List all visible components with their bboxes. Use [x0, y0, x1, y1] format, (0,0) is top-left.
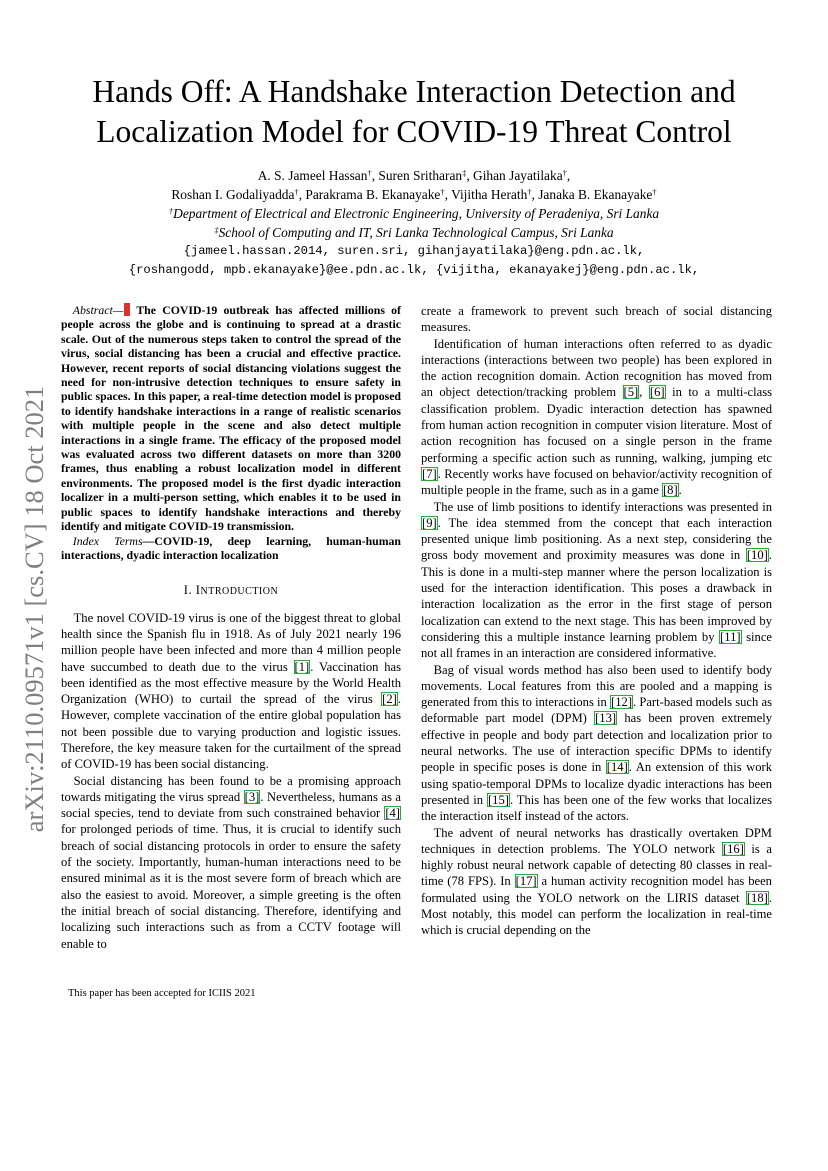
email-line-1: {jameel.hassan.2014, suren.sri, gihanjayatilaka}@eng.pdn.ac.lk, — [183, 244, 645, 258]
paragraph: Identification of human interactions often referred to as dyadic interactions (interactions between two people) has been explored in the action recognition domain. Action recognition has moved from an object detection/tracking problem [5], [6] in to a multi-class classification problem. Dyadic interaction detection has spawned from human action recognition in computer vision literature. Most of action recognition has focused on a single person in the frame performing a specific action such as running, walking, jumping etc [7]. Recently works have focused on behavior/activity recognition of multiple people in the frame, such as in a game [8]. — [421, 336, 773, 498]
left-column — [61, 303, 401, 952]
paper-title — [40, 72, 788, 152]
title-line-2: Localization Model for COVID-19 Threat Control — [96, 114, 732, 149]
paragraph: The novel COVID-19 virus is one of the biggest threat to global health since the Spanish flu in 1918. As of July 2021 nearly 196 million people have been infected and more than 4 million people have succumbed to death due to the virus [1]. Vaccination has been identified as the most effective measure by the World Health Organization (WHO) to curtail the spread of the virus [2]. However, complete vaccination of the entire global population has not been possible due to varying production and logistic issues. Therefore, the key measure taken for the curtailment of the spread of COVID-19 has been social distancing. — [61, 610, 402, 772]
citation-link[interactable]: [13] — [595, 711, 617, 726]
citation-link[interactable]: [14] — [606, 760, 628, 775]
citation-link[interactable]: [15] — [487, 792, 509, 807]
affiliation-mark: † — [294, 187, 299, 197]
index-terms-text: —COVID-19, deep learning, human-human interactions, dyadic interaction localization — [61, 533, 401, 562]
title-line-1: Hands Off: A Handshake Interaction Detection and — [92, 74, 736, 109]
affiliation-mark: † — [440, 187, 445, 197]
author-block — [40, 166, 788, 280]
paragraph: Bag of visual words method has also been used to identify body movements. Local features from this are pooled and a mapping is generated from this to interactions in [12]. Part-based models such as deformable part model (DPM) [13] has been proven extremely effective in people and body part detection and localization prior to neural networks. The use of interaction specific DPMs to identify people in specific poses is done in [14]. An extension of this work using spatio-temporal DPMs to localize dyadic interactions has been presented in [15]. This has been one of the few works that localizes the interaction itself instead of the actors. — [421, 662, 773, 824]
author-name: Janaka B. Ekanayake — [538, 187, 653, 202]
citation-link[interactable]: [18] — [746, 890, 768, 905]
comment-marker-icon[interactable] — [124, 303, 130, 316]
index-terms — [61, 534, 401, 563]
author-name: A. S. Jameel Hassan — [257, 168, 368, 183]
abstract: Abstract— The COVID-19 outbreak has affected millions of people across the globe and is continuing to spread at a drastic scale. Out of the numerous steps taken to control the spread of the virus, social distancing has been a crucial and effective practice. However, recent reports of social distancing violations suggest the need for non-intrusive detection techniques to ensure safety in public spaces. In this paper, a real-time detection model is proposed to identify handshake interactions in a range of realistic scenarios with multiple people in the scene and also detect multiple interactions in a single frame. The efficacy of the proposed model was evaluated across two different datasets on more than 3200 frames, thus enabling a robust localization model in different environments. The proposed model is the first dyadic interaction localizer in a multi-person setting, which enables it to be used in public spaces to identify handshake interactions and thereby identify and mitigate COVID-19 transmission. — [61, 303, 401, 534]
citation-link[interactable]: [17] — [515, 874, 537, 889]
citation-link[interactable]: [16] — [722, 841, 744, 856]
affiliation-mark: ‡ — [462, 168, 467, 178]
citation-link[interactable]: [6] — [649, 385, 665, 400]
author-line-2: Roshan I. Godaliyadda†, Parakrama B. Ekanayake†, Vijitha Herath†, Janaka B. Ekanayake† — [171, 187, 657, 202]
author-name: Roshan I. Godaliyadda — [171, 187, 295, 202]
citation-link[interactable]: [8] — [662, 483, 678, 498]
paragraph: Social distancing has been found to be a promising approach towards mitigating the virus spread [3]. Nevertheless, humans as a social species, tend to deviate from such constrained behavior [4] for prolonged periods of time. Thus, it is crucial to identify such breach of social distancing protocols in order to ensure the safety of the society. Importantly, human-human interactions need to be ensured minimal as it is the most severe form of breach which are also the easiest to avoid. Moreover, a simple greeting is the often the initial breach of social distancing. Therefore, identifying and localizing such interactions such as from a CCTV footage will enable to — [61, 773, 401, 951]
citation-link[interactable]: [1] — [294, 659, 310, 674]
citation-link[interactable]: [5] — [623, 385, 639, 400]
affiliation-mark: † — [367, 168, 372, 178]
author-name: Vijitha Herath — [451, 187, 528, 202]
right-column — [421, 303, 772, 939]
paragraph: The use of limb positions to identify interactions was presented in [9]. The idea stemmed from the concept that each interaction presented unique limb positioning. As a next step, considering the gross body movement and proximity measures was done in [10]. This is done in a multi-step manner where the person localization is used for the interaction identification. This poses a drawback in interaction localization as the error in the first stage of person localization can extend to the next stage. This has been improved by considering this a multiple instance learning problem by [11] since not all frames in an interaction are considered informative. — [421, 499, 772, 661]
author-name: Gihan Jayatilaka — [473, 168, 563, 183]
citation-link[interactable]: [3] — [244, 789, 260, 804]
author-line-1: A. S. Jameel Hassan†, Suren Sritharan‡, Gihan Jayatilaka†, — [257, 168, 571, 183]
index-terms-label: Index Terms — [72, 533, 143, 548]
affiliation-mark: † — [652, 187, 657, 197]
abstract-label: Abstract — [72, 303, 113, 317]
citation-link[interactable]: [4] — [385, 806, 400, 821]
affiliation-mark: † — [527, 187, 532, 197]
affiliation-2: ‡School of Computing and IT, Sri Lanka Technological Campus, Sri Lanka — [214, 225, 614, 240]
abstract-text: The COVID-19 outbreak has affected millions of people across the globe and is continuing to spread at a drastic scale. Out of the numerous steps taken to control the spread of the virus, social distancing has been a crucial and effective practice. However, recent reports of social distancing violations suggest the need for non-intrusive detection techniques to ensure safety in public spaces. In this paper, a real-time detection model is proposed to identify handshake interactions in a range of realistic scenarios with multiple people in the scene and also detect multiple interactions in a single frame. The efficacy of the proposed model was evaluated across two different datasets on more than 3200 frames, thus enabling a robust localization model in different environments. The proposed model is the first dyadic interaction localizer in a multi-person setting, which enables it to be used in public spaces to identify handshake interactions and thereby identify and mitigate COVID-19 transmission. — [61, 303, 401, 534]
section-heading-introduction: I. INTRODUCTION — [183, 583, 279, 598]
email-line-2: {roshangodd, mpb.ekanayake}@ee.pdn.ac.lk, {vijitha, ekanayakej}@eng.pdn.ac.lk, — [128, 263, 700, 277]
arxiv-identifier: arXiv:2110.09571v1 [cs.CV] 18 Oct 2021 — [19, 385, 49, 833]
citation-link[interactable]: [10] — [746, 548, 768, 563]
paragraph: create a framework to prevent such breach of social distancing measures. — [421, 304, 772, 335]
citation-link[interactable]: [7] — [422, 466, 437, 481]
affiliation-1: †Department of Electrical and Electronic Engineering, University of Peradeniya, Sri Lanka — [168, 206, 660, 221]
paragraph: The advent of neural networks has drastically overtaken DPM techniques in detection problems. The YOLO network [16] is a highly robust neural network capable of detecting 80 classes in real-time (78 FPS). In [17] a human activity recognition model has been formulated using the YOLO network on the LIRIS dataset [18]. Most notably, this model can perform the localization in real-time which is crucial depending on the — [421, 825, 772, 938]
affiliation-mark: † — [562, 168, 567, 178]
citation-link[interactable]: [9] — [422, 515, 437, 530]
citation-link[interactable]: [2] — [382, 692, 397, 707]
author-name: Parakrama B. Ekanayake — [305, 187, 441, 202]
citation-link[interactable]: [12] — [611, 695, 633, 710]
citation-link[interactable]: [11] — [720, 629, 741, 644]
footnote: This paper has been accepted for ICIIS 2021 — [68, 988, 256, 999]
author-name: Suren Sritharan — [378, 168, 463, 183]
